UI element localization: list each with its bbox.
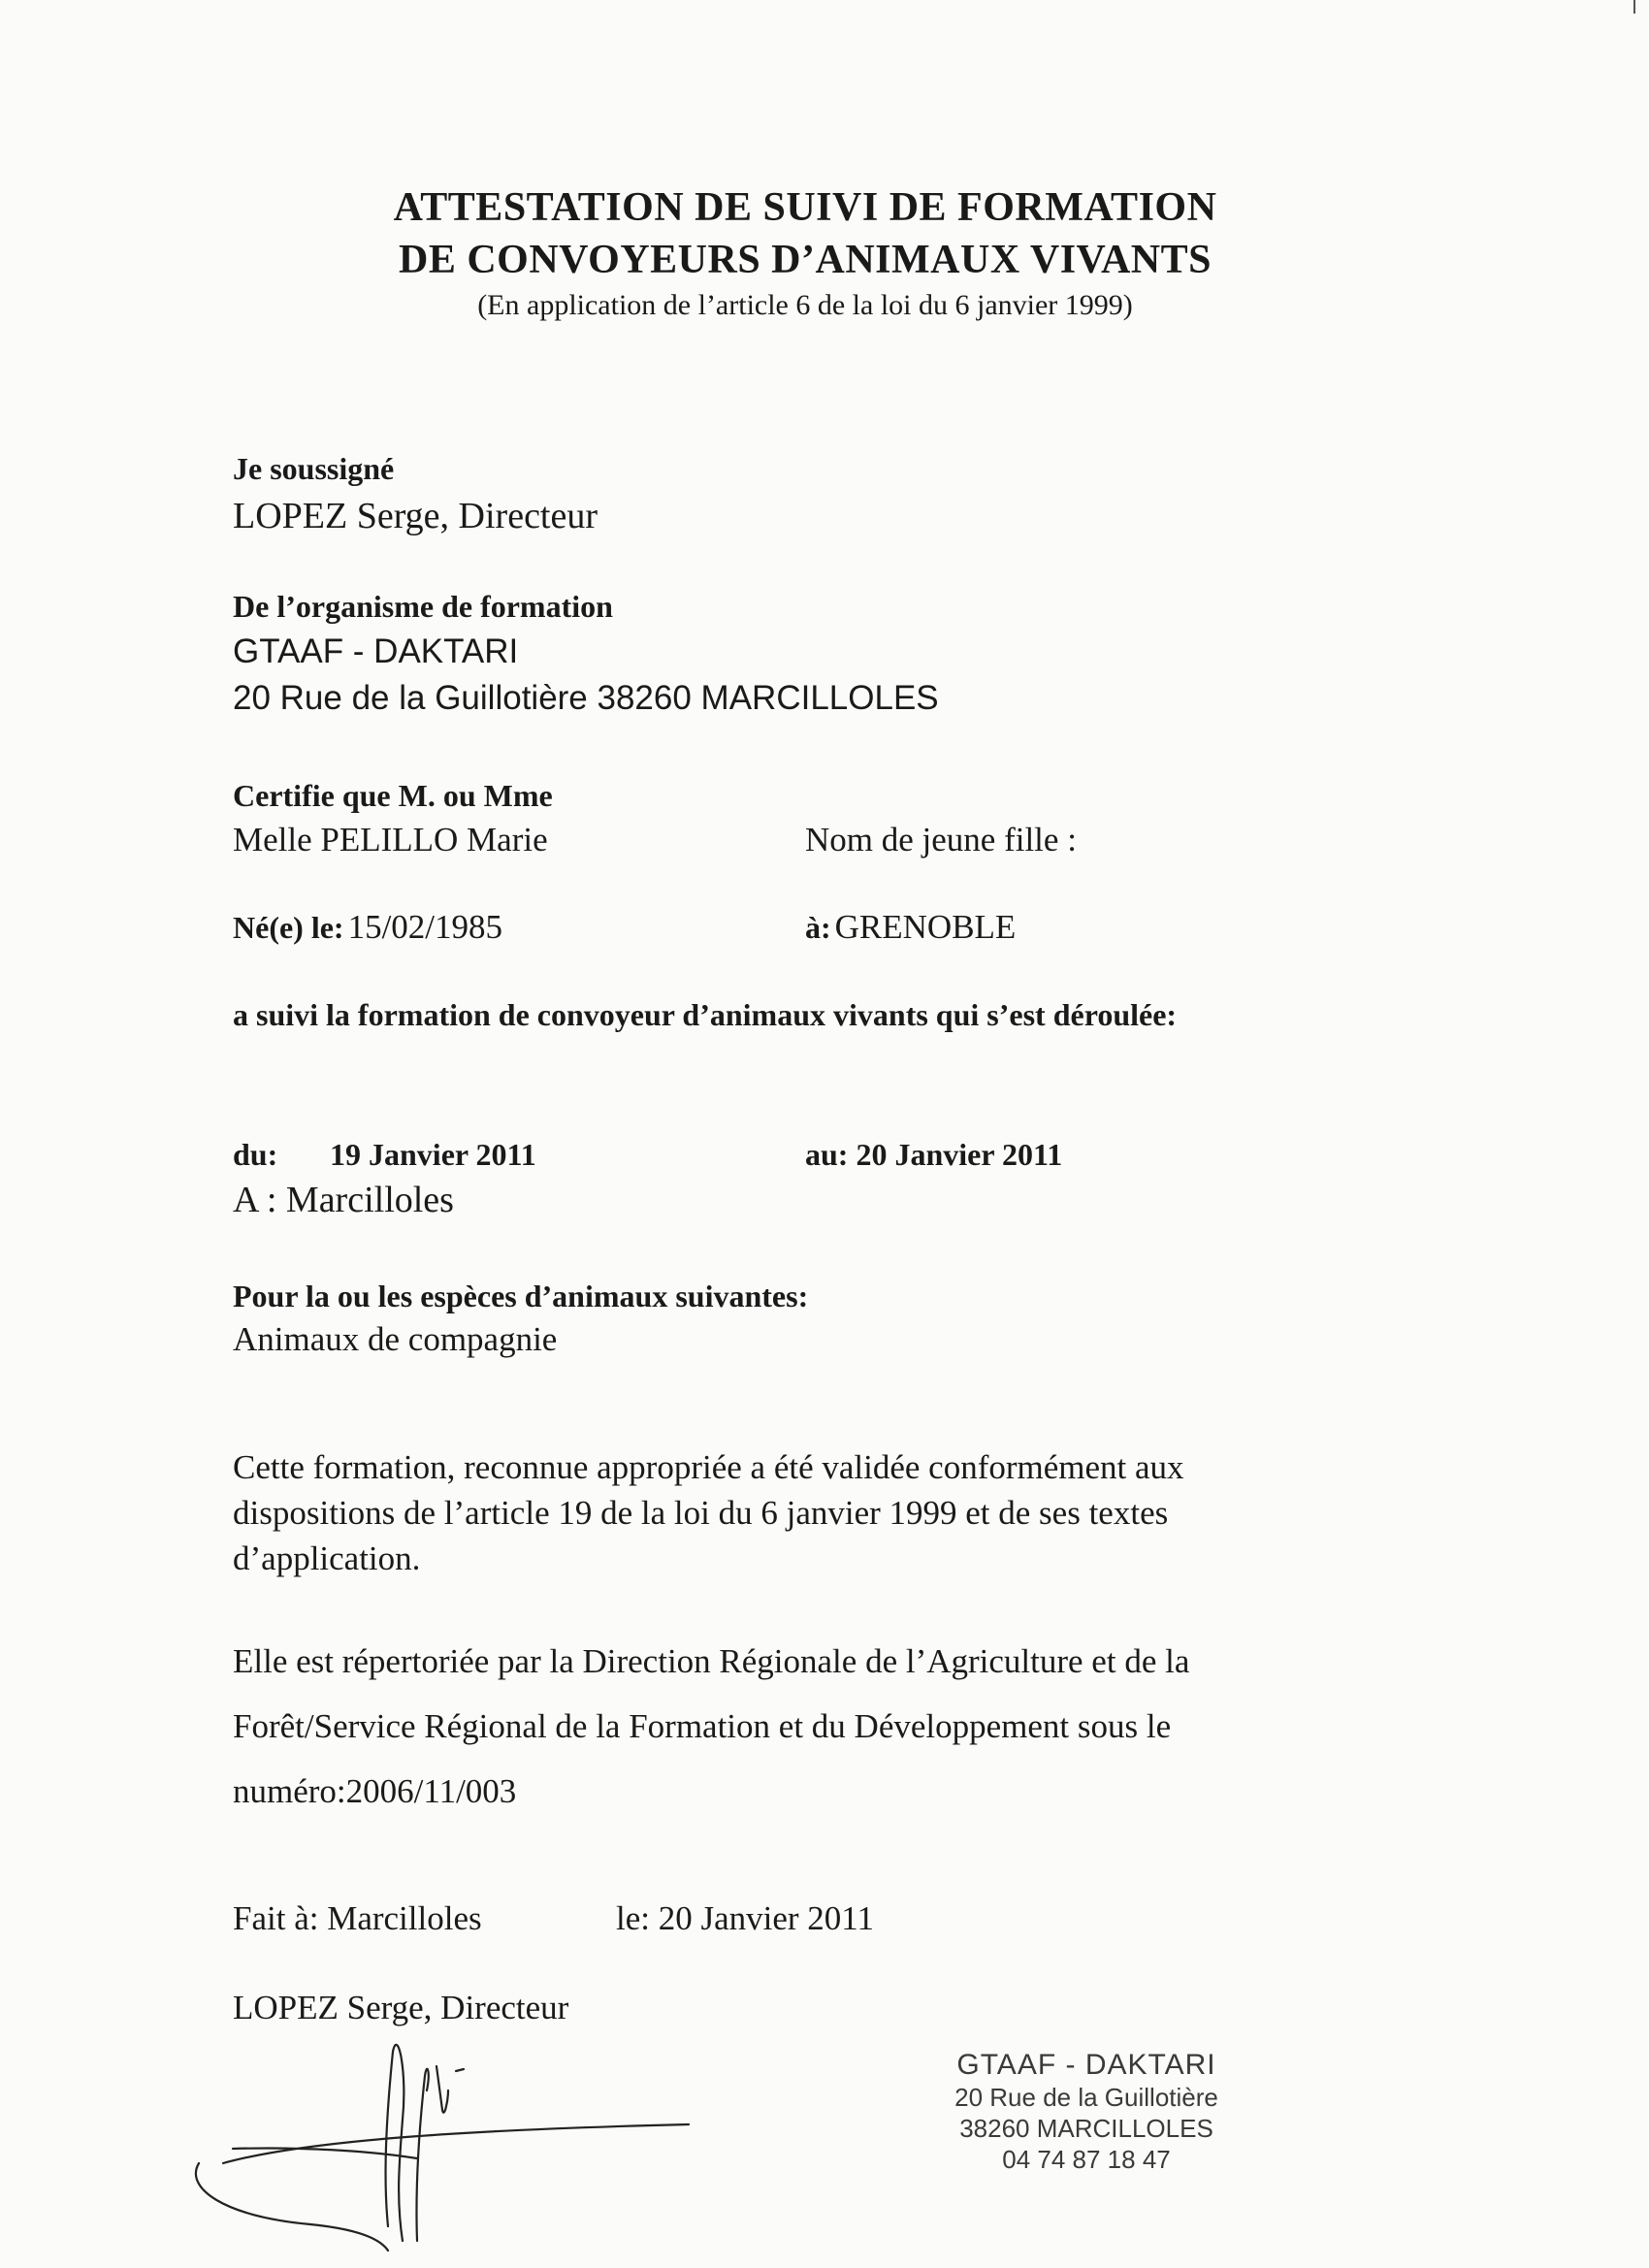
birth-date-row bbox=[233, 908, 502, 947]
certifie-label: Certifie que M. ou Mme bbox=[233, 778, 553, 813]
stamp-phone: 04 74 87 18 47 bbox=[1002, 2145, 1171, 2174]
stamp-city: 38260 MARCILLOLES bbox=[959, 2114, 1213, 2143]
birth-date-value: 15/02/1985 bbox=[347, 908, 503, 946]
validation-line-2: dispositions de l’article 19 de la loi du 6 janvier 1999 et de ses textes bbox=[233, 1494, 1169, 1532]
birth-date-label: Né(e) le: bbox=[233, 910, 344, 945]
soussigne-value: LOPEZ Serge, Directeur bbox=[233, 496, 598, 536]
signature-stroke-1 bbox=[386, 2045, 404, 2241]
signatory-name: LOPEZ Serge, Directeur bbox=[233, 1989, 569, 2026]
repertoire-line-3: numéro:2006/11/003 bbox=[233, 1772, 517, 1810]
handwritten-signature bbox=[194, 2032, 718, 2255]
period-to bbox=[805, 1137, 1062, 1173]
signature-stroke-2 bbox=[416, 2069, 428, 2241]
fait-date: le: 20 Janvier 2011 bbox=[616, 1899, 875, 1937]
organisme-label: De l’organisme de formation bbox=[233, 589, 613, 624]
validation-line-3: d’application. bbox=[233, 1539, 421, 1577]
validation-line-1: Cette formation, reconnue appropriée a été validée conformément aux bbox=[233, 1448, 1184, 1486]
organisme-address: 20 Rue de la Guillotière 38260 MARCILLOLES bbox=[233, 679, 939, 717]
period-from-label: du: bbox=[233, 1137, 278, 1172]
organisme-name: GTAAF - DAKTARI bbox=[233, 632, 519, 670]
species-value: Animaux de compagnie bbox=[233, 1320, 558, 1358]
stamp-company-name: GTAAF - DAKTARI bbox=[956, 2049, 1216, 2081]
repertoire-line-1: Elle est répertoriée par la Direction Régionale de l’Agriculture et de la bbox=[233, 1642, 1190, 1680]
period-to-label: au: bbox=[805, 1137, 849, 1172]
signature-stroke-6 bbox=[196, 2163, 388, 2251]
scan-edge-mark bbox=[1633, 0, 1635, 14]
period-to-value: 20 Janvier 2011 bbox=[856, 1137, 1063, 1172]
signature-stroke-3 bbox=[436, 2066, 448, 2113]
signature-stroke-4 bbox=[456, 2069, 464, 2071]
document-subtitle: (En application de l’article 6 de la loi du 6 janvier 1999) bbox=[477, 289, 1133, 321]
repertoire-line-2: Forêt/Service Régional de la Formation et du Développement sous le bbox=[233, 1707, 1172, 1745]
signature-stroke-7 bbox=[233, 2148, 417, 2158]
period-from-value: 19 Janvier 2011 bbox=[330, 1137, 536, 1172]
birth-place-label: à: bbox=[805, 910, 831, 945]
species-label: Pour la ou les espèces d’animaux suivantes: bbox=[233, 1279, 809, 1313]
stamp-street: 20 Rue de la Guillotière bbox=[954, 2083, 1218, 2112]
birth-place-value: GRENOBLE bbox=[834, 908, 1017, 946]
certifie-name: Melle PELILLO Marie bbox=[233, 821, 548, 859]
document-title-line2: DE CONVOYEURS D’ANIMAUX VIVANTS bbox=[398, 238, 1212, 282]
birth-place-row bbox=[805, 908, 1016, 947]
maiden-name-label: Nom de jeune fille : bbox=[805, 821, 1077, 859]
company-stamp bbox=[854, 2049, 1319, 2175]
signature-stroke-5 bbox=[223, 2124, 689, 2163]
formation-statement: a suivi la formation de convoyeur d’animaux vivants qui s’est déroulée: bbox=[233, 997, 1178, 1032]
soussigne-label: Je soussigné bbox=[233, 451, 395, 486]
period-location: A : Marcilloles bbox=[233, 1180, 454, 1220]
document-title-line1: ATTESTATION DE SUIVI DE FORMATION bbox=[393, 185, 1217, 230]
fait-place: Fait à: Marcilloles bbox=[233, 1899, 482, 1937]
